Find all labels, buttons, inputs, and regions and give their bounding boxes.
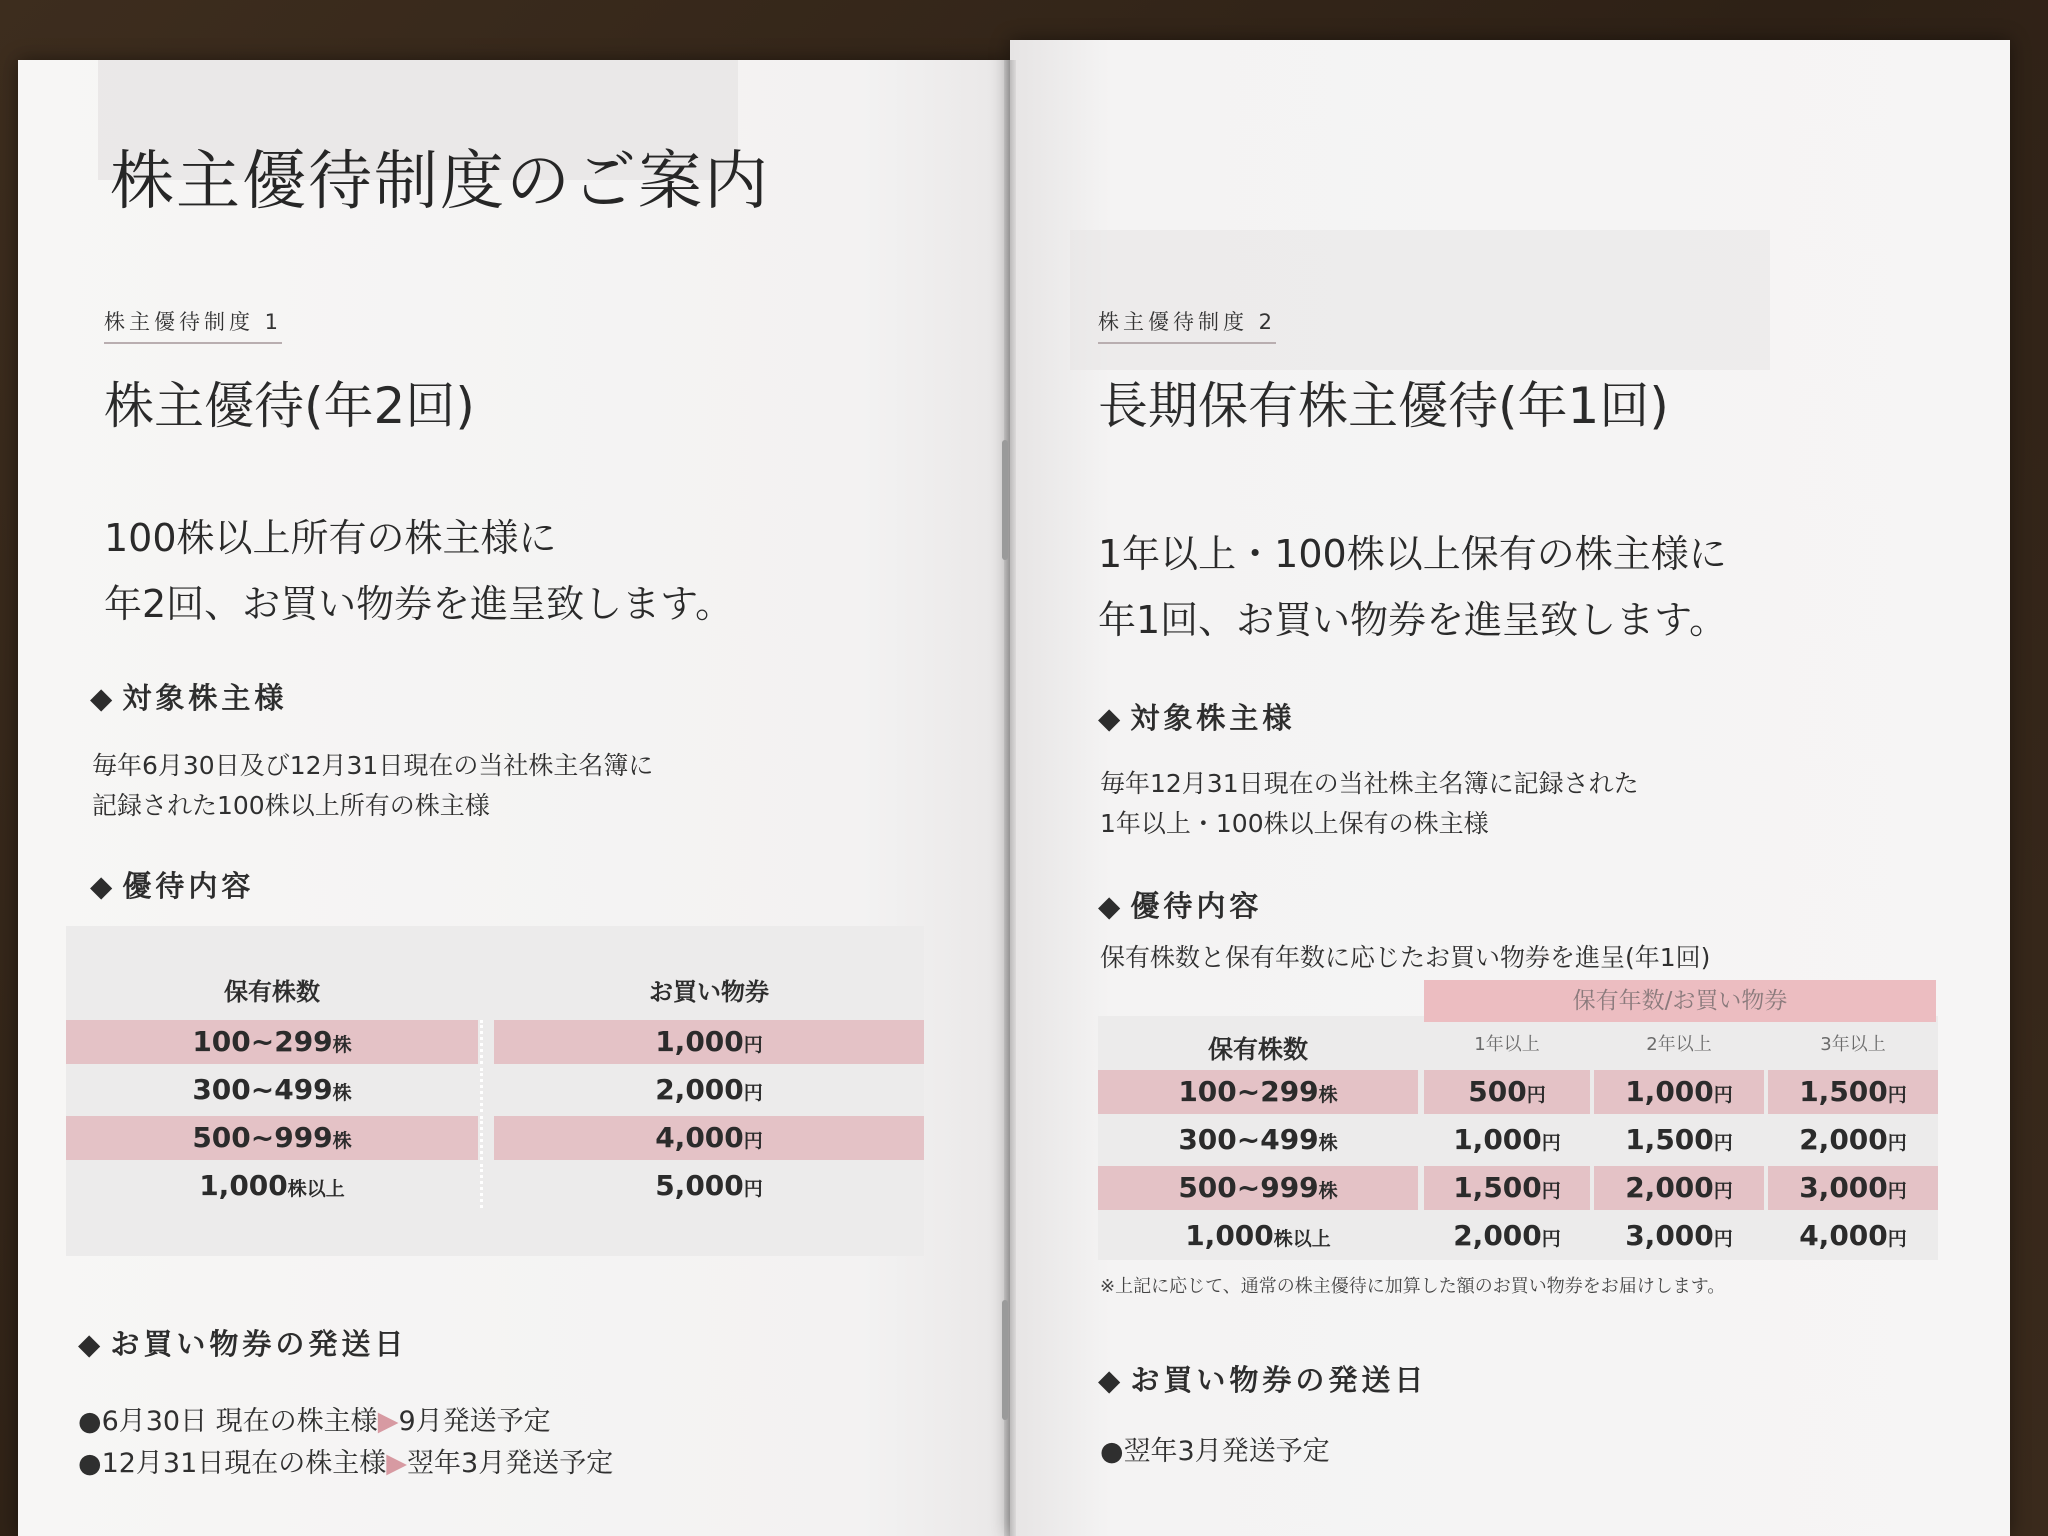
amount-value: 1,000: [1625, 1075, 1714, 1108]
amount-value: 1,500: [1625, 1123, 1714, 1156]
cell-shares: [66, 1068, 478, 1112]
yen-unit: 円: [1526, 1084, 1546, 1106]
diamond-icon: ◆: [78, 1327, 105, 1361]
ship-plan: 翌年3月発送予定: [1123, 1436, 1330, 1467]
amount-value: 4,000: [1799, 1219, 1888, 1252]
target-line-2: 1年以上・100株以上保有の株主様: [1100, 809, 1489, 838]
bullet-icon: ●: [78, 1448, 102, 1479]
col-header-year-1: 1年以上: [1474, 1034, 1540, 1055]
target-line-1: 毎年6月30日及び12月31日現在の当社株主名簿に: [92, 751, 654, 780]
cell-year-3: [1768, 1070, 1938, 1114]
target-heading: [1098, 696, 1295, 737]
shares-value: 300~499: [1178, 1123, 1319, 1156]
cell-year-3: [1768, 1214, 1938, 1258]
yen-unit: 円: [1713, 1132, 1733, 1154]
ship-plan: 翌年3月発送予定: [407, 1448, 614, 1479]
yen-unit: 円: [1713, 1228, 1733, 1250]
cell-shares: [1098, 1214, 1418, 1258]
right-page: [1010, 40, 2010, 1536]
lead-line-1: 1年以上・100株以上保有の株主様に: [1098, 532, 1727, 576]
benefit-heading: [90, 864, 254, 905]
col-header-shares: 保有株数: [224, 978, 320, 1006]
target-heading-text: 対象株主様: [122, 681, 288, 715]
amount-value: 2,000: [1625, 1171, 1714, 1204]
cell-shares: [66, 1164, 478, 1208]
cell-shares: [1098, 1070, 1418, 1114]
ship-plan: 9月発送予定: [398, 1406, 551, 1437]
cell-year-1: [1424, 1214, 1590, 1258]
ship-heading-text: お買い物券の発送日: [110, 1327, 408, 1361]
left-page: [18, 60, 1010, 1536]
cell-shares: [66, 1116, 478, 1160]
amount-value: 3,000: [1625, 1219, 1714, 1252]
amount-value: 1,500: [1799, 1075, 1888, 1108]
cell-year-2: [1594, 1070, 1764, 1114]
col-header-voucher: お買い物券: [649, 978, 769, 1006]
table-row: [1098, 1166, 1938, 1210]
dotted-divider: [480, 1068, 495, 1112]
cell-year-1: [1424, 1118, 1590, 1162]
shares-value: 300~499: [192, 1073, 333, 1106]
ship-heading-text: お買い物券の発送日: [1130, 1363, 1428, 1397]
yen-unit: 円: [1887, 1084, 1907, 1106]
amount-value: 1,000: [1453, 1123, 1542, 1156]
shares-unit: 株: [332, 1082, 352, 1104]
ship-when: 6月30日 現在の株主様: [101, 1406, 378, 1437]
table-row: [66, 1068, 924, 1112]
diamond-icon: ◆: [1098, 1363, 1125, 1397]
yen-unit: 円: [1887, 1180, 1907, 1202]
cell-year-1: [1424, 1070, 1590, 1114]
cell-shares: [1098, 1166, 1418, 1210]
bullet-icon: ●: [78, 1406, 102, 1437]
target-heading: [90, 676, 287, 717]
cell-year-3: [1768, 1118, 1938, 1162]
lead-line-2: 年1回、お買い物券を進呈致します。: [1098, 598, 1728, 642]
cell-year-3: [1768, 1166, 1938, 1210]
dotted-divider: [480, 1164, 495, 1208]
shares-value: 500~999: [192, 1121, 333, 1154]
ship-item-1: [1100, 1432, 1330, 1472]
cell-year-2: [1594, 1118, 1764, 1162]
cell-voucher: [494, 1020, 924, 1064]
shares-value: 100~299: [1178, 1075, 1319, 1108]
col-header-year-2: 2年以上: [1646, 1034, 1712, 1055]
col-header-year-3: 3年以上: [1820, 1034, 1886, 1055]
cell-voucher: [494, 1068, 924, 1112]
table-row: [1098, 1118, 1938, 1162]
yen-unit: 円: [1887, 1228, 1907, 1250]
heading-benefit-1: 株主優待(年2回): [104, 377, 475, 435]
cell-shares: [1098, 1118, 1418, 1162]
amount-value: 4,000: [655, 1121, 744, 1154]
footnote: ※上記に応じて、通常の株主優待に加算した額のお買い物券をお届けします。: [1100, 1276, 1726, 1297]
ship-item-1: [78, 1402, 551, 1442]
benefit-table-1: [66, 978, 924, 1260]
shares-unit: 株以上: [287, 1178, 345, 1200]
amount-value: 1,500: [1453, 1171, 1542, 1204]
target-heading-text: 対象株主様: [1130, 701, 1296, 735]
amount-value: 5,000: [655, 1169, 744, 1202]
table-row: [1098, 1214, 1938, 1258]
shares-value: 1,000: [1185, 1219, 1274, 1252]
cell-year-2: [1594, 1214, 1764, 1258]
yen-unit: 円: [1887, 1132, 1907, 1154]
amount-value: 2,000: [655, 1073, 744, 1106]
table-row: [1098, 1070, 1938, 1114]
diamond-icon: ◆: [90, 681, 117, 715]
cell-year-1: [1424, 1166, 1590, 1210]
yen-unit: 円: [1541, 1228, 1561, 1250]
yen-unit: 円: [1541, 1132, 1561, 1154]
shares-value: 500~999: [1178, 1171, 1319, 1204]
benefit-text: 保有株数と保有年数に応じたお買い物券を進呈(年1回): [1100, 943, 1711, 972]
benefit-heading-text: 優待内容: [122, 869, 255, 903]
target-line-1: 毎年12月31日現在の当社株主名簿に記録された: [1100, 769, 1639, 798]
yen-unit: 円: [743, 1034, 763, 1056]
page-title: 株主優待制度のご案内: [110, 145, 770, 219]
amount-value: 3,000: [1799, 1171, 1888, 1204]
group-header: 保有年数/お買い物券: [1424, 980, 1936, 1022]
yen-unit: 円: [1713, 1084, 1733, 1106]
ship-when: 12月31日現在の株主様: [101, 1448, 387, 1479]
benefit-table-2: [1098, 980, 1938, 1280]
col-header-shares: 保有株数: [1207, 1035, 1308, 1064]
diamond-icon: ◆: [1098, 889, 1125, 923]
shares-unit: 株: [1318, 1180, 1338, 1202]
arrow-icon: ▶: [386, 1448, 408, 1479]
diamond-icon: ◆: [1098, 701, 1125, 735]
amount-value: 500: [1468, 1075, 1527, 1108]
bullet-icon: ●: [1100, 1436, 1124, 1467]
benefit-heading: [1098, 884, 1262, 925]
target-line-2: 記録された100株以上所有の株主様: [92, 791, 490, 820]
table-row: [66, 1116, 924, 1160]
dotted-divider: [480, 1116, 495, 1160]
yen-unit: 円: [743, 1130, 763, 1152]
system-label-1: 株主優待制度 1: [104, 306, 282, 344]
ship-item-2: [78, 1444, 613, 1484]
show-through-block: [1070, 230, 1770, 370]
shares-unit: 株: [1318, 1084, 1338, 1106]
amount-value: 2,000: [1799, 1123, 1888, 1156]
staple-top: [1002, 440, 1008, 560]
table-row: [66, 1020, 924, 1064]
shares-unit: 株以上: [1273, 1228, 1331, 1250]
ship-heading: [78, 1322, 407, 1363]
cell-year-2: [1594, 1166, 1764, 1210]
lead-line-1: 100株以上所有の株主様に: [104, 516, 557, 560]
system-label-2: 株主優待制度 2: [1098, 306, 1276, 344]
benefit-heading-text: 優待内容: [1130, 889, 1263, 923]
heading-benefit-2: 長期保有株主優待(年1回): [1098, 377, 1669, 435]
shares-value: 100~299: [192, 1025, 333, 1058]
yen-unit: 円: [1541, 1180, 1561, 1202]
lead-line-2: 年2回、お買い物券を進呈致します。: [104, 582, 734, 626]
table-row: [66, 1164, 924, 1208]
diamond-icon: ◆: [90, 869, 117, 903]
dotted-divider: [480, 1020, 495, 1064]
ship-heading: [1098, 1358, 1427, 1399]
cell-shares: [66, 1020, 478, 1064]
arrow-icon: ▶: [377, 1406, 399, 1437]
cell-voucher: [494, 1164, 924, 1208]
cell-voucher: [494, 1116, 924, 1160]
amount-value: 2,000: [1453, 1219, 1542, 1252]
shares-unit: 株: [1318, 1132, 1338, 1154]
staple-bottom: [1002, 1300, 1008, 1420]
shares-unit: 株: [332, 1130, 352, 1152]
amount-value: 1,000: [655, 1025, 744, 1058]
yen-unit: 円: [1713, 1180, 1733, 1202]
shares-value: 1,000: [199, 1169, 288, 1202]
shares-unit: 株: [332, 1034, 352, 1056]
yen-unit: 円: [743, 1178, 763, 1200]
yen-unit: 円: [743, 1082, 763, 1104]
